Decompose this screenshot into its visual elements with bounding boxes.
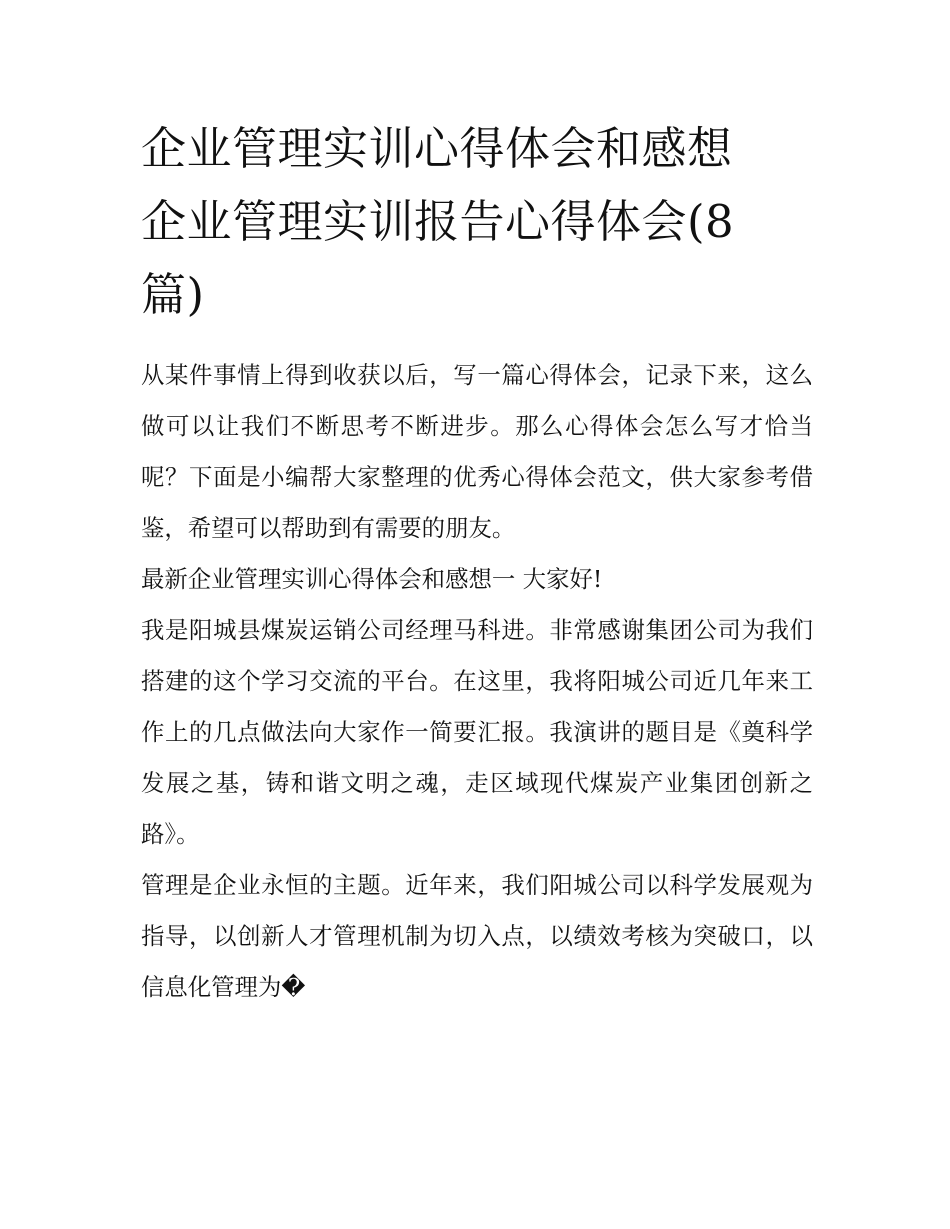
document-title [141, 112, 813, 331]
speech-intro-paragraph: 我是阳城县煤炭运销公司经理马科进。非常感谢集团公司为我们搭建的这个学习交流的平台。在这里，我将阳城公司近几年来工作上的几点做法向大家作一简要汇报。我演讲的题目是《奠科学发展之基，铸和谐文明之魂，走区域现代煤炭产业集团创新之路》。 [141, 616, 813, 848]
document-body [141, 350, 813, 1013]
section-heading-paragraph: 最新企业管理实训心得体会和感想一 大家好! [141, 565, 603, 593]
document-page [141, 112, 813, 1013]
title-line-3: 篇) [141, 268, 205, 321]
title-line-2: 企业管理实训报告心得体会(8 [141, 195, 735, 248]
management-paragraph: 管理是企业永恒的主题。近年来，我们阳城公司以科学发展观为指导，以创新人才管理机制为切入点，以绩效考核为突破口，以信息化管理为� [141, 871, 813, 1001]
title-line-1: 企业管理实训心得体会和感想 [141, 122, 733, 175]
intro-paragraph: 从某件事情上得到收获以后，写一篇心得体会，记录下来，这么做可以让我们不断思考不断进步。那么心得体会怎么写才恰当呢？下面是小编帮大家整理的优秀心得体会范文，供大家参考借鉴，希望可以帮助到有需要的朋友。 [141, 361, 813, 542]
